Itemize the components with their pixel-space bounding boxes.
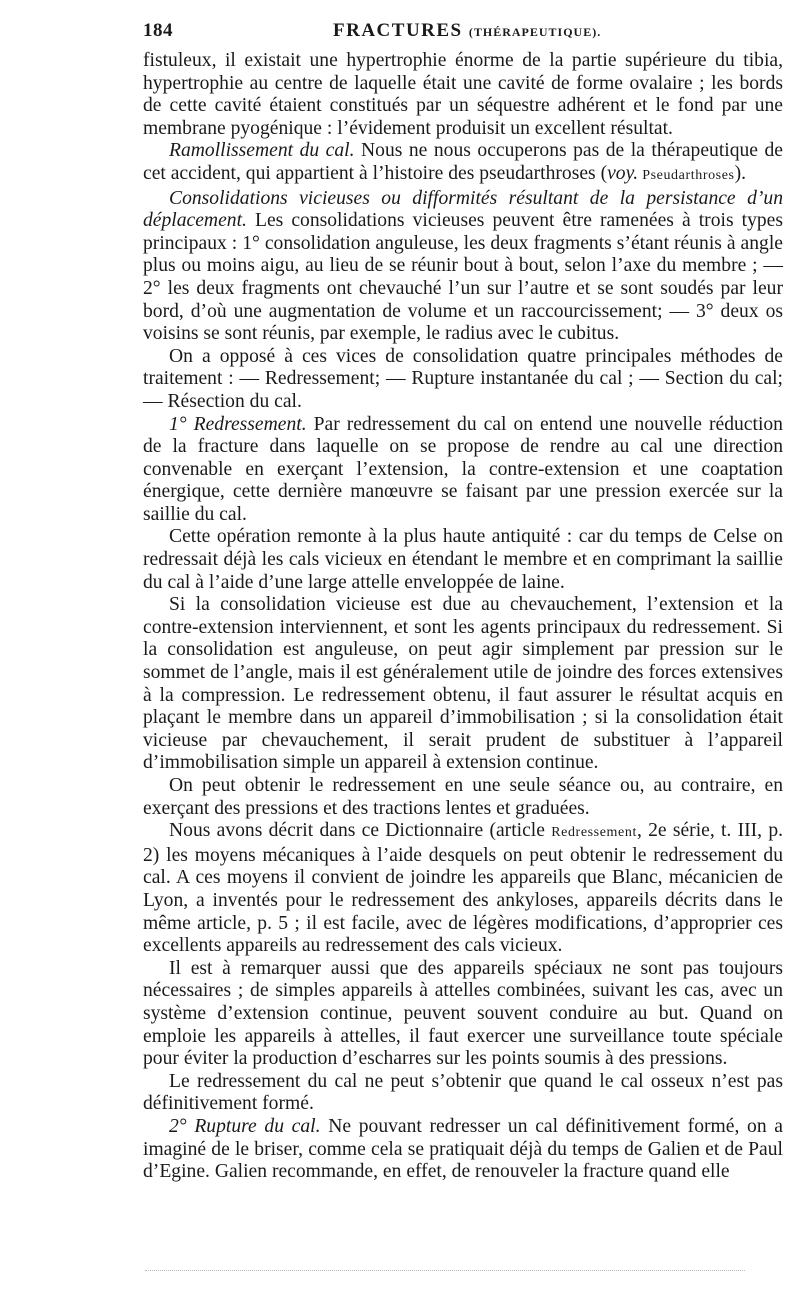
paragraph: Nous avons décrit dans ce Dictionnaire (article Redressement, 2e série, t. III, p. 2) les moyens mécaniques à l’aide desquels on peut obtenir le redressement du cal. A ces moyens il convient de joindre les appareils que Blanc, mécanicien de Lyon, a inventés pour le redressement des ankyloses, appareils décrits dans le même article, p. 5 ; il est facile, avec de légères modifications, d’approprier ces excellents appareils au redressement des cals vicieux. bbox=[143, 820, 784, 957]
cross-reference: Pseudarthroses bbox=[638, 167, 735, 183]
section-heading: Consolidations vicieuses ou difformités résultant de la persistance d’un déplacement. bbox=[143, 187, 783, 232]
paragraph: Consolidations vicieuses ou difformités résultant de la persistance d’un déplacement. Les consolidations vicieuses peuvent être ramenées à trois types principaux : 1° consolidation anguleuse, les deux fragments s’étant réunis à angle plus ou moins aigu, au lieu de se réunir bout à bout, selon l’axe du membre ; — 2° les deux fragments ont chevauché l’un sur l’autre et se sont soudés par leur bord, d’où une augmentation de volume et un raccourcissement; — 3° deux os voisins se sont réunis, par exemple, le radius avec le cubitus. bbox=[143, 187, 783, 345]
section-heading: 1° Redressement. bbox=[169, 413, 307, 435]
paragraph: Le redressement du cal ne peut s’obtenir que quand le cal osseux n’est pas définitivement formé. bbox=[143, 1070, 783, 1115]
running-title bbox=[333, 20, 601, 42]
paragraph: 1° Redressement. Par redressement du cal on entend une nouvelle réduction de la fracture dans laquelle on se propose de rendre au cal une direction convenable en exerçant l’extension, la contre-extension et une coaptation énergique, cette dernière manœuvre se faisant par une pression exercée sur la saillie du cal. bbox=[143, 413, 783, 525]
section-heading: 2° Rupture du cal. bbox=[169, 1115, 321, 1137]
cross-reference: Redressement bbox=[551, 825, 637, 841]
paragraph: Cette opération remonte à la plus haute antiquité : car du temps de Celse on redressait déjà les cals vicieux en étendant le membre et en comprimant la saillie du cal à l’aide d’une large attelle enveloppée de laine. bbox=[143, 526, 783, 593]
running-title-main: FRACTURES bbox=[333, 20, 463, 41]
page-number: 184 bbox=[143, 20, 173, 41]
footer-rule bbox=[145, 1270, 745, 1271]
paragraph: Si la consolidation vicieuse est due au chevauchement, l’extension et la contre-extension interviennent, et sont les agents principaux du redressement. Si la consolidation est anguleuse, on peut agir simplement par pression sur le sommet de l’angle, mais il est généralement utile de joindre des forces extensives à la compression. Le redressement obtenu, il faut assurer le résultat acquis en plaçant le membre dans un appareil d’immobilisation ; si la consolidation était vicieuse par chevauchement, il serait prudent de substituer à l’appareil d’immobilisation simple un appareil à extension continue. bbox=[143, 594, 783, 774]
paragraph: Il est à remarquer aussi que des appareils spéciaux ne sont pas toujours nécessaires ; de simples appareils à attelles combinées, suivant les cas, avec un système d’extension continue, peuvent souvent conduire au but. Quand on emploie les appareils à attelles, il faut exercer une surveillance toute spéciale pour éviter la production d’escharres sur les points soumis à des pressions. bbox=[143, 957, 783, 1070]
paragraph: On a opposé à ces vices de consolidation quatre principales méthodes de traitement : — Redressement; — Rupture instantanée du cal ; — Section du cal; — Résection du cal. bbox=[143, 345, 783, 412]
book-page bbox=[143, 20, 783, 1184]
paragraph: fistuleux, il existait une hypertrophie énorme de la partie supérieure du tibia, hypertrophie au centre de laquelle était une cavité de forme ovalaire ; les bords de cette cavité étaient constitués par un séquestre adhérent et le fond par une membrane pyogénique : l’évidement produisit un excellent résultat. bbox=[143, 50, 783, 139]
paragraph: Ramollissement du cal. Nous ne nous occuperons pas de la thérapeutique de cet accident, qui appartient à l’histoire des pseudarthroses (voy. Pseudarthroses). bbox=[143, 140, 783, 184]
running-header bbox=[143, 20, 783, 50]
paragraph: 2° Rupture du cal. Ne pouvant redresser un cal définitivement formé, on a imaginé de le briser, comme cela se pratiquait déjà du temps de Galien et de Paul d’Egine. Galien recommande, en effet, de renouveler la fracture quand elle bbox=[143, 1115, 784, 1183]
paragraph: On peut obtenir le redressement en une seule séance ou, au contraire, en exerçant des pressions et des tractions lentes et graduées. bbox=[143, 775, 783, 819]
body-text bbox=[143, 50, 783, 1184]
section-heading: Ramollissement du cal. bbox=[169, 140, 355, 162]
running-title-sub: (THÉRAPEUTIQUE). bbox=[468, 25, 602, 39]
